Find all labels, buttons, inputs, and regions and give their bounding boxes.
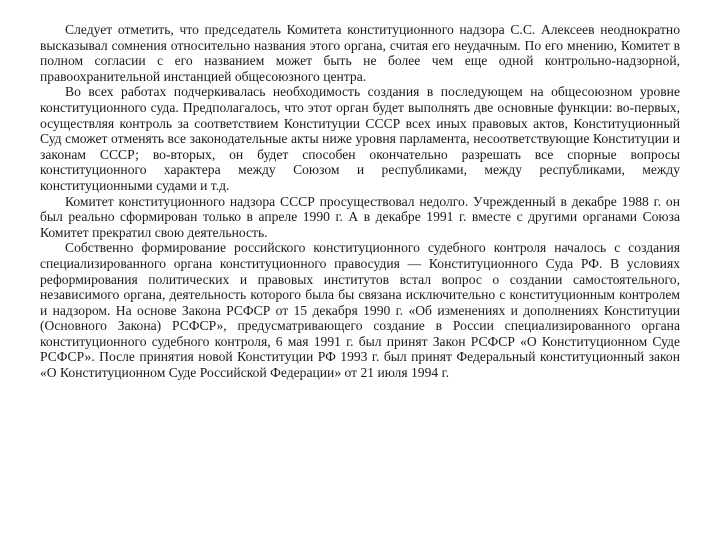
- paragraph-constitutional-court-need: Во всех работах подчеркивалась необходимость создания в последующем на общесоюзном уровне конституционного суда. Предполагалось, что этот орган будет выполнять две основные функции: во-первых, осуществляя контроль за соответствием Конституции СССР всех иных правовых актов, Конституционный Суд сможет отменять все законодательные акты ниже уровня парламента, несоответствующие Конституции и законам СССР; во-вторых, он будет способен окончательно разрешать все спорные вопросы конституционного характера между Союзом и республиками, между республиками, между конституционными судами и т.д.: [40, 84, 680, 193]
- paragraph-committee-history: Комитет конституционного надзора СССР просуществовал недолго. Учрежденный в декабре 1988 г. он был реально сформирован только в апреле 1990 г. А в декабре 1991 г. вместе с другими органами Союза Комитет прекратил свою деятельность.: [40, 193, 680, 240]
- document-page: [40, 22, 680, 522]
- paragraph-russian-court-formation: Собственно формирование российского конституционного судебного контроля началось с создания специализированного органа конституционного правосудия — Конституционного Суда РФ. В условиях реформирования политических и правовых институтов встал вопрос о создании самостоятельного, независимого органа, деятельность которого была бы связана исключительно с конституционным контролем и надзором. На основе Закона РСФСР от 15 декабря 1990 г. «Об изменениях и дополнениях Конституции (Основного Закона) РСФСР», предусматривающего создание в России специализированного органа конституционного судебного контроля, 6 мая 1991 г. был принят Закон РСФСР «О Конституционном Суде РСФСР». После принятия новой Конституции РФ 1993 г. был принят Федеральный конституционный закон «О Конституционном Суде Российской Федерации» от 21 июля 1994 г.: [40, 240, 680, 381]
- paragraph-chairman-opinion: Следует отметить, что председатель Комитета конституционного надзора С.С. Алексеев неоднократно высказывал сомнения относительно названия этого органа, считая его неудачным. По его мнению, Комитет в полном согласии с его названием может быть не более чем еще одной контрольно-надзорной, правоохранительной инстанцией общесоюзного центра.: [40, 22, 680, 84]
